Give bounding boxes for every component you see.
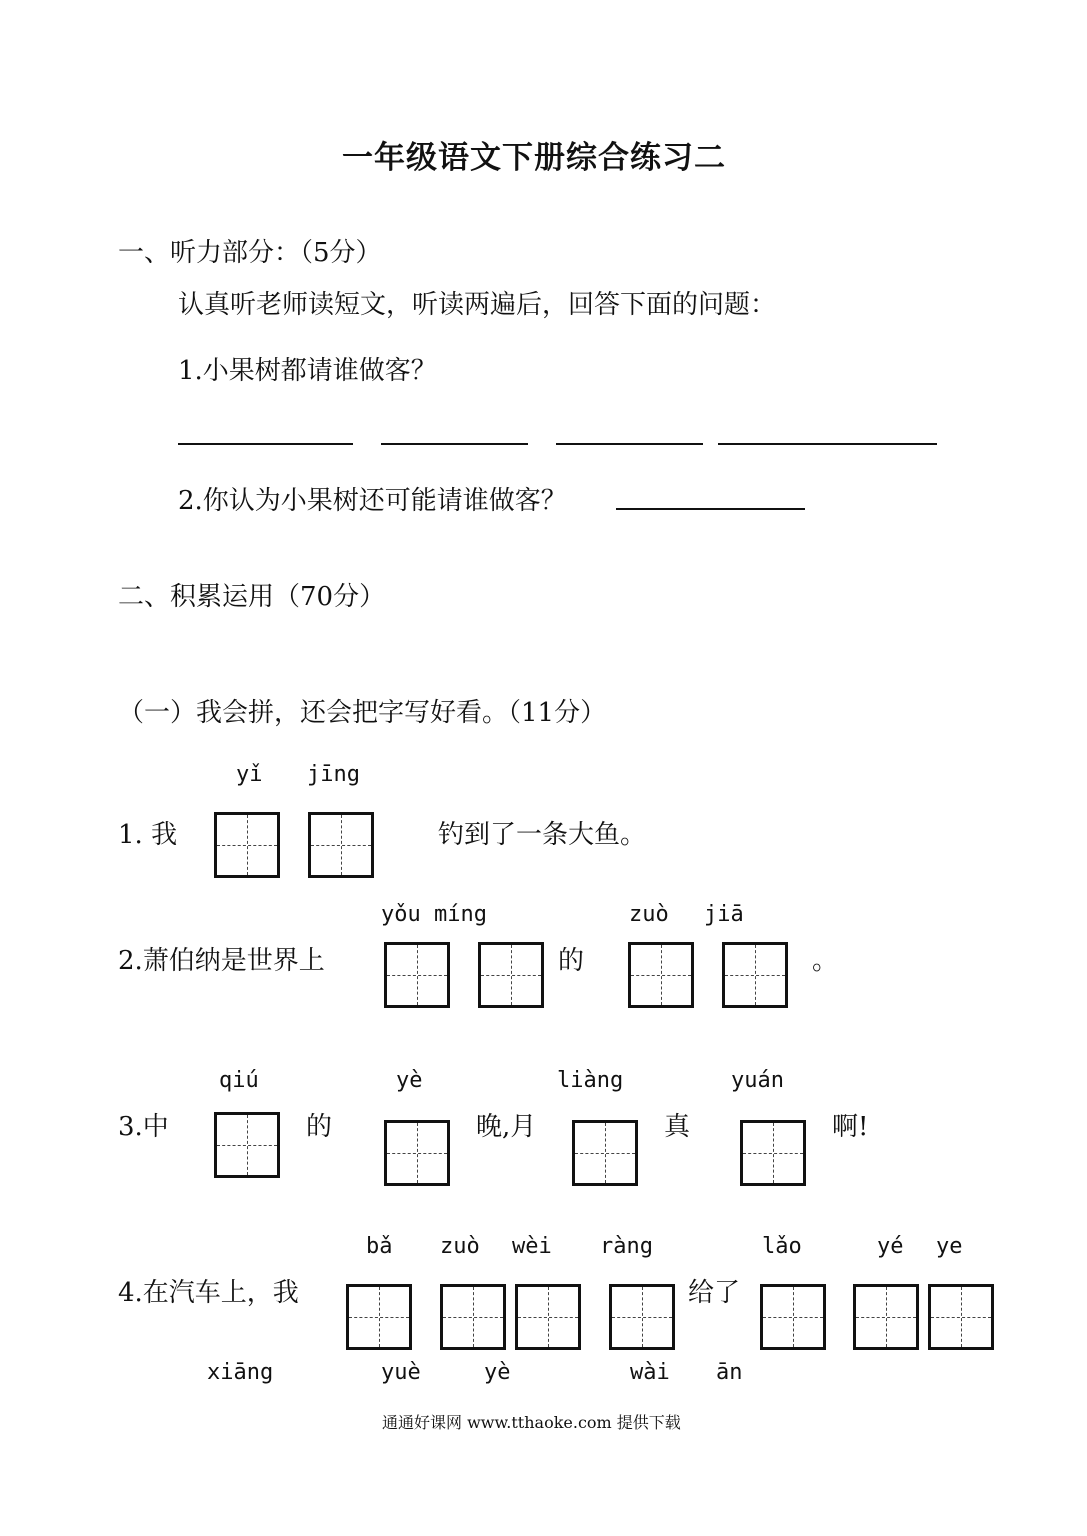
item-3-text-3: 真: [664, 1112, 691, 1142]
answer-line-1d[interactable]: [718, 443, 937, 445]
pinyin-yue: yuè: [381, 1360, 421, 1385]
section1-heading: 一、听力部分：（5分）: [118, 238, 382, 268]
pinyin-wai: wài: [630, 1360, 670, 1385]
writing-box[interactable]: [214, 1112, 280, 1178]
writing-box[interactable]: [308, 812, 374, 878]
writing-box[interactable]: [853, 1284, 919, 1350]
answer-line-1b[interactable]: [381, 443, 528, 445]
pinyin-you-ming: yǒu míng: [381, 902, 487, 927]
writing-box[interactable]: [628, 942, 694, 1008]
pinyin-jing: jīng: [307, 762, 360, 787]
pinyin-ye-2: yè: [484, 1360, 511, 1385]
pinyin-xiang: xiāng: [207, 1360, 274, 1385]
pinyin-liang: liàng: [557, 1068, 624, 1093]
pinyin-wei: wèi: [512, 1234, 552, 1259]
question-2-text: 2.你认为小果树还可能请谁做客？: [178, 486, 567, 516]
writing-box[interactable]: [515, 1284, 581, 1350]
answer-line-2[interactable]: [616, 508, 805, 510]
writing-box[interactable]: [609, 1284, 675, 1350]
writing-box[interactable]: [572, 1120, 638, 1186]
item-1-lead: 1. 我: [118, 820, 178, 850]
item-4-lead: 4.在汽车上，我: [118, 1278, 299, 1308]
question-1-text: 1.小果树都请谁做客？: [178, 356, 437, 386]
footer-text: 通通好课网 www.tthaoke.com 提供下载: [382, 1413, 681, 1432]
pinyin-rang: ràng: [600, 1234, 653, 1259]
subsection-1-heading: （一）我会拼，还会把字写好看。（11分）: [118, 698, 607, 728]
writing-box[interactable]: [478, 942, 544, 1008]
writing-box[interactable]: [214, 812, 280, 878]
writing-box[interactable]: [346, 1284, 412, 1350]
pinyin-qiu: qiú: [219, 1068, 259, 1093]
answer-line-1c[interactable]: [556, 443, 703, 445]
writing-box[interactable]: [440, 1284, 506, 1350]
writing-box[interactable]: [384, 1120, 450, 1186]
item-3-lead: 3.中: [118, 1112, 169, 1142]
writing-box[interactable]: [384, 942, 450, 1008]
answer-line-1a[interactable]: [178, 443, 353, 445]
item-1-tail: 钓到了一条大鱼。: [438, 820, 647, 850]
writing-box[interactable]: [928, 1284, 994, 1350]
pinyin-an: ān: [716, 1360, 743, 1385]
item-4-mid: 给了: [688, 1278, 741, 1308]
page-title: 一年级语文下册综合练习二: [342, 140, 726, 176]
pinyin-yuan: yuán: [731, 1068, 784, 1093]
pinyin-zuo: zuò: [440, 1234, 480, 1259]
pinyin-yi: yǐ: [236, 762, 263, 787]
item-3-text-1: 的: [306, 1112, 333, 1142]
section2-heading: 二、积累运用（70分）: [118, 582, 386, 612]
pinyin-ye-light: ye: [936, 1234, 963, 1259]
item-3-text-4: 啊!: [832, 1112, 869, 1142]
pinyin-ye: yé: [877, 1234, 904, 1259]
pinyin-ba: bǎ: [366, 1234, 393, 1259]
writing-box[interactable]: [740, 1120, 806, 1186]
item-2-lead: 2.萧伯纳是世界上: [118, 946, 325, 976]
writing-box[interactable]: [722, 942, 788, 1008]
pinyin-ye: yè: [396, 1068, 423, 1093]
pinyin-zuo: zuò: [629, 902, 669, 927]
item-2-tail: 。: [812, 946, 839, 976]
pinyin-lao: lǎo: [762, 1234, 802, 1259]
writing-box[interactable]: [760, 1284, 826, 1350]
section1-instruction: 认真听老师读短文，听读两遍后，回答下面的问题：: [178, 290, 777, 320]
item-2-mid: 的: [558, 946, 585, 976]
item-3-text-2: 晚,月: [476, 1112, 537, 1142]
pinyin-jia: jiā: [704, 902, 744, 927]
